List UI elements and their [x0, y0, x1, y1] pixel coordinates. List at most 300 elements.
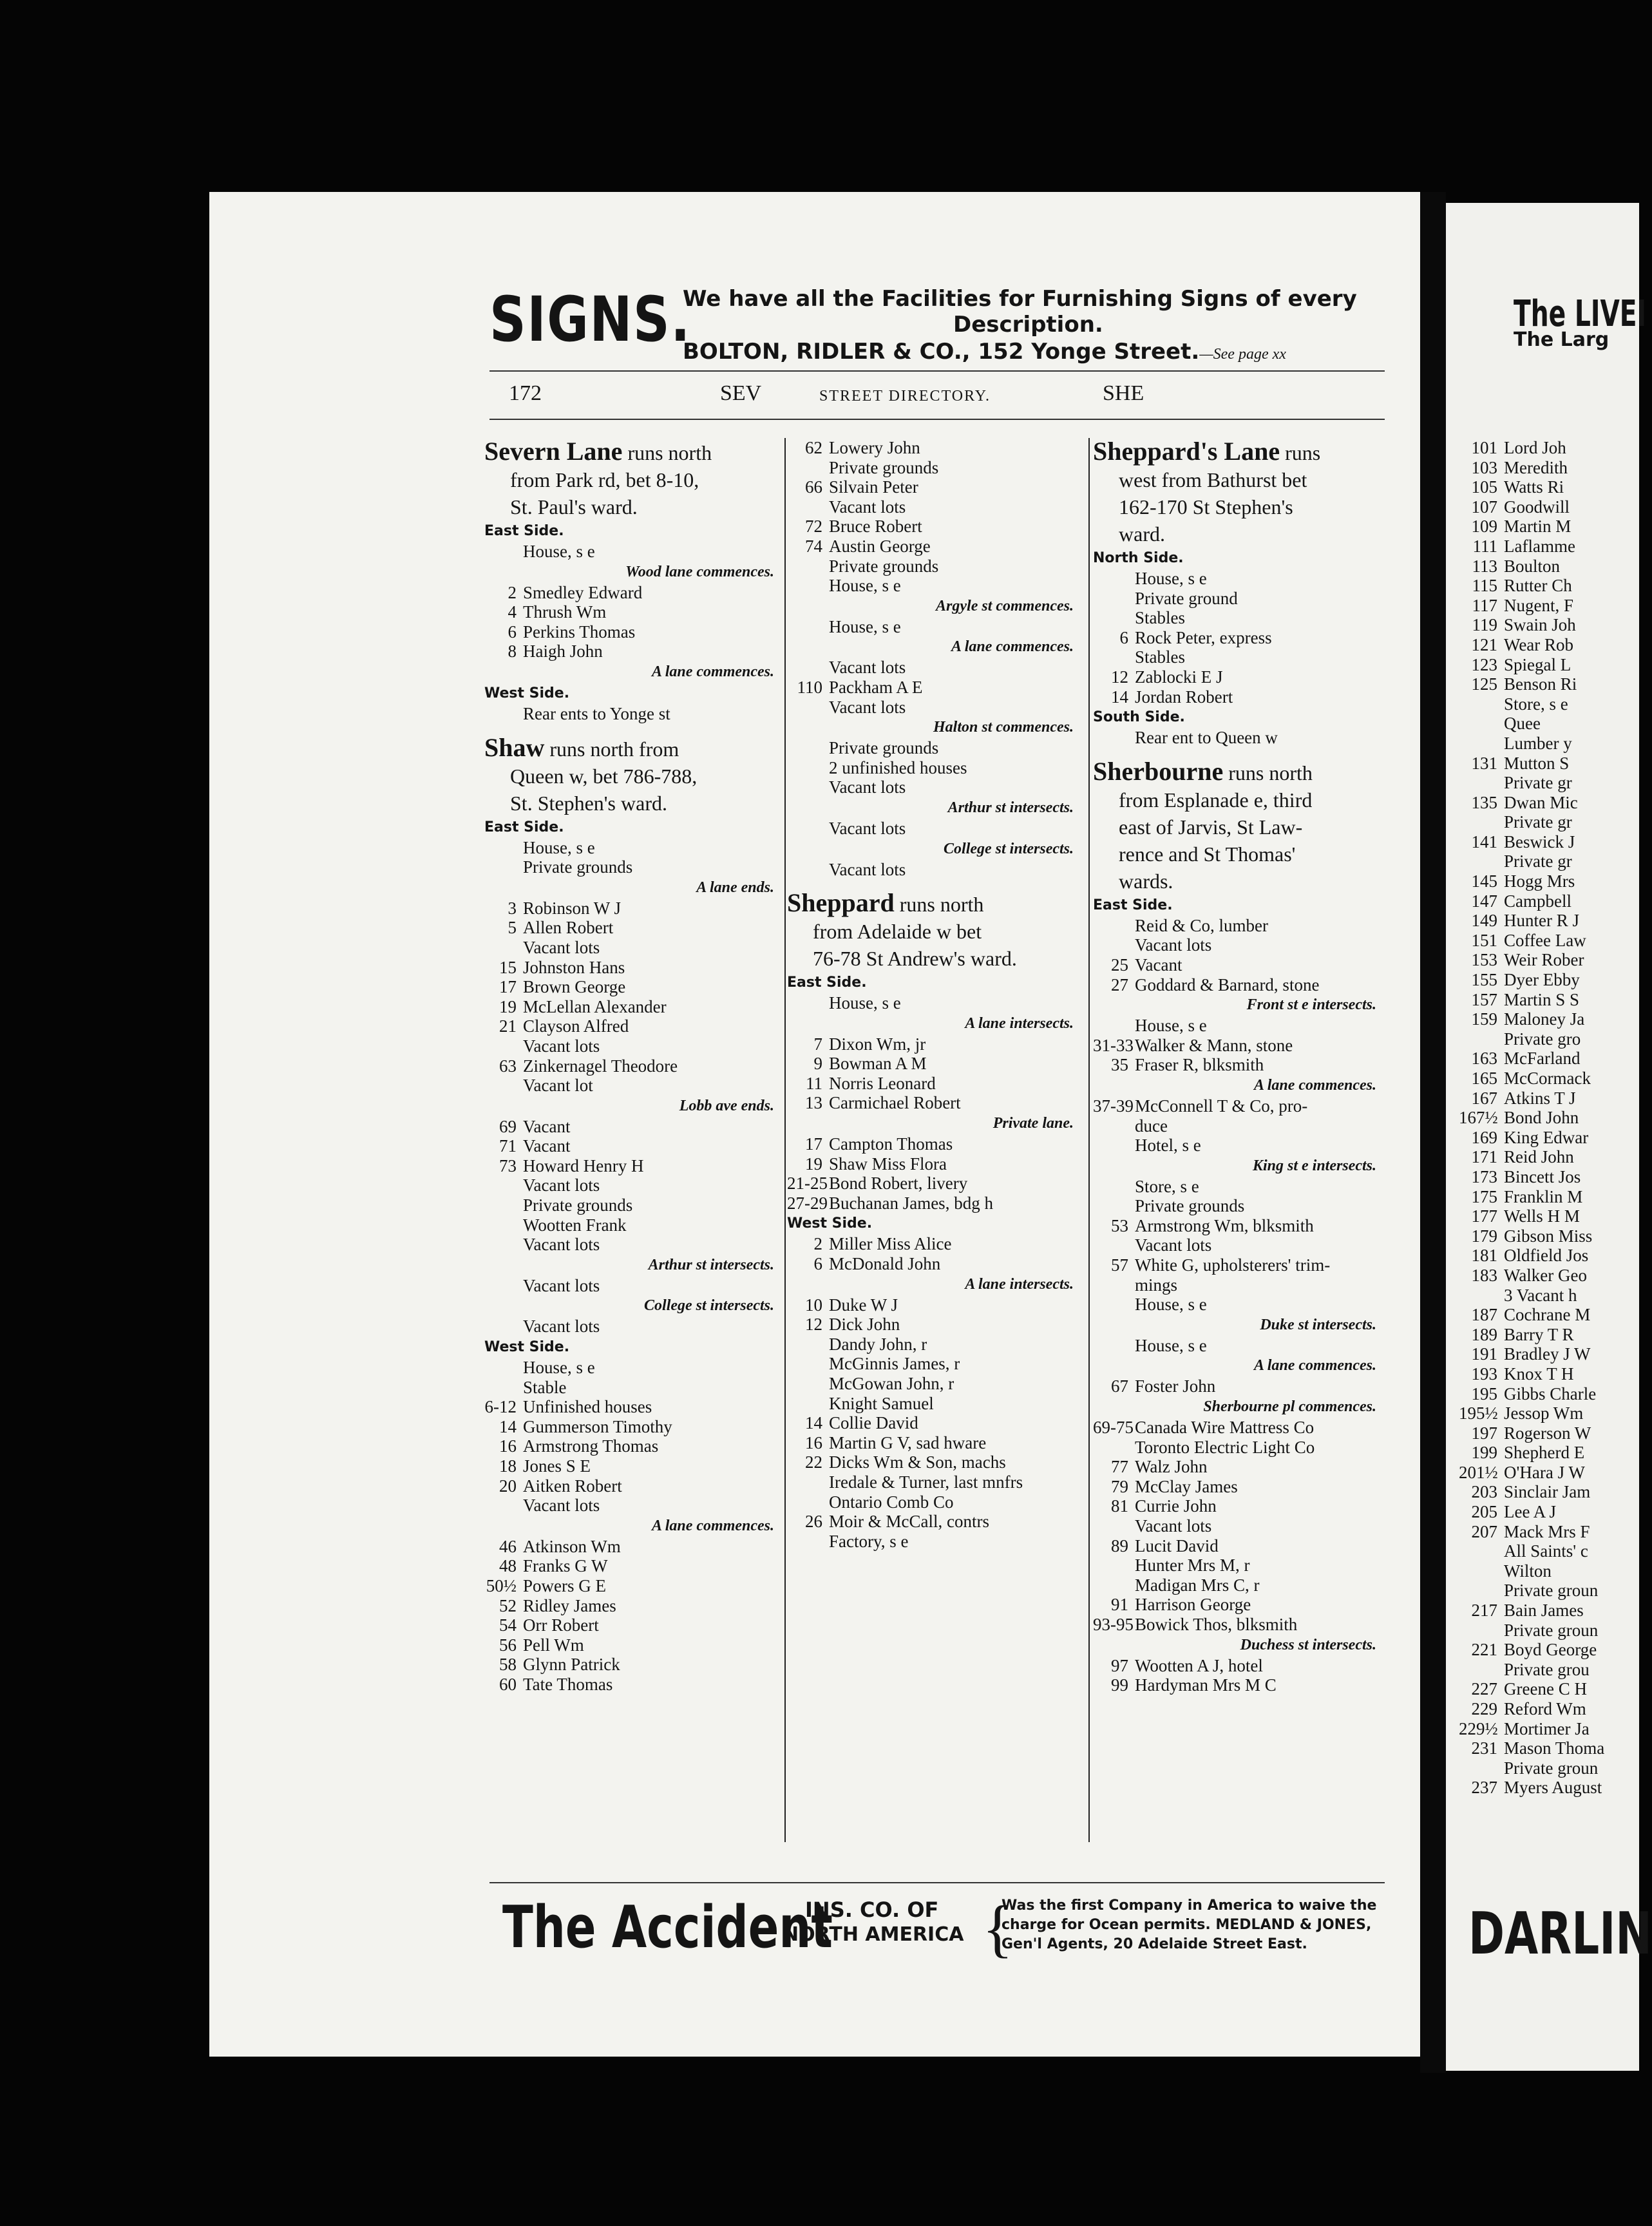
directory-entry	[787, 1254, 1087, 1274]
resident-name: McCormack	[1504, 1069, 1591, 1088]
street-description: from Esplanade e, third	[1119, 788, 1313, 812]
facing-entry	[1459, 537, 1604, 556]
resident-name: 2 unfinished houses	[829, 757, 967, 777]
house-number: 57	[1111, 1255, 1128, 1275]
facing-page-footer: DARLIN	[1468, 1900, 1652, 1968]
directory-entry	[787, 1452, 1087, 1472]
resident-name: Vacant	[523, 1116, 571, 1136]
directory-entry	[484, 1117, 787, 1137]
directory-entry	[1093, 955, 1389, 975]
house-number: 11	[806, 1073, 822, 1093]
column-divider-2	[1088, 438, 1090, 1842]
resident-name: House, s e	[829, 616, 901, 636]
directory-entry	[484, 1195, 787, 1215]
directory-entry	[787, 658, 1087, 678]
street-name: Shaw	[484, 732, 545, 762]
house-number: 147	[1471, 891, 1497, 911]
resident-name: Mason Thoma	[1504, 1738, 1605, 1758]
house-number: 6	[508, 622, 517, 642]
cross-street-note: Front st e intersects.	[1246, 996, 1376, 1014]
facing-entry	[1459, 911, 1604, 931]
directory-entry	[787, 477, 1087, 497]
directory-entry	[1093, 1376, 1389, 1396]
resident-name: Currie John	[1135, 1496, 1217, 1516]
cross-street-note: A lane intersects.	[965, 1275, 1074, 1293]
cross-street-note: A lane intersects.	[965, 1014, 1074, 1032]
house-number: 167	[1471, 1088, 1497, 1108]
resident-name: Spiegal L	[1504, 654, 1571, 674]
directory-entry	[1093, 1555, 1389, 1575]
resident-name: Packham A E	[829, 677, 923, 697]
resident-name: Weir Rober	[1504, 950, 1584, 970]
ad-ins-co: INS. CO. OF	[805, 1898, 939, 1922]
house-number: 195	[1471, 1384, 1497, 1403]
resident-name: Carmichael Robert	[829, 1093, 961, 1113]
directory-entry	[1093, 1418, 1389, 1438]
facing-entry	[1459, 1167, 1604, 1187]
resident-name: Norris Leonard	[829, 1073, 936, 1093]
house-number: 6	[1119, 627, 1128, 647]
resident-name: Walker Geo	[1504, 1265, 1588, 1285]
house-number: 131	[1471, 753, 1497, 773]
resident-name: McConnell T & Co, pro-	[1135, 1096, 1308, 1116]
resident-name: Moir & McCall, contrs	[829, 1512, 989, 1532]
resident-name: Private grounds	[829, 556, 939, 576]
directory-entry	[1093, 589, 1389, 609]
facing-entry	[1459, 1778, 1604, 1798]
house-number: 199	[1471, 1443, 1497, 1463]
cross-street-note: Wood lane commences.	[625, 563, 774, 580]
facing-entry	[1459, 793, 1604, 813]
resident-name: 3 Vacant h	[1504, 1285, 1577, 1305]
resident-name: Martin G V, sad hware	[829, 1432, 987, 1452]
facing-entry	[1459, 812, 1604, 832]
header-rule-top	[489, 370, 1385, 372]
directory-entry	[1093, 1615, 1389, 1635]
house-number: 63	[499, 1056, 517, 1076]
directory-entry	[484, 583, 787, 603]
facing-entry	[1459, 1049, 1604, 1069]
house-number: 62	[805, 438, 822, 457]
resident-name: Vacant lots	[523, 937, 600, 957]
resident-name: Store, s e	[1135, 1176, 1199, 1196]
resident-name: McGinnis James, r	[829, 1354, 960, 1374]
house-number: 17	[499, 977, 517, 997]
resident-name: Pell Wm	[523, 1635, 584, 1655]
house-number: 15	[499, 957, 517, 977]
resident-name: Vacant lots	[829, 658, 906, 678]
resident-name: Knight Samuel	[829, 1393, 934, 1413]
house-number: 5	[508, 918, 517, 938]
directory-entry	[787, 1315, 1087, 1335]
directory-entry	[1093, 1536, 1389, 1556]
resident-name: House, s e	[1135, 1016, 1207, 1036]
resident-name: Bond John	[1504, 1108, 1579, 1128]
directory-entry	[484, 1436, 787, 1456]
street-description: runs north from	[544, 737, 679, 761]
directory-entry	[787, 617, 1087, 637]
resident-name: Private grounds	[829, 738, 939, 758]
house-number: 197	[1471, 1423, 1497, 1443]
side-heading: West Side.	[484, 685, 570, 701]
resident-name: Vacant lots	[829, 497, 906, 517]
brace-glyph: {	[982, 1892, 1013, 1964]
resident-name: McGowan John, r	[829, 1374, 954, 1393]
resident-name: Private grounds	[523, 857, 633, 877]
side-heading: East Side.	[1093, 897, 1173, 913]
resident-name: Vacant lots	[829, 818, 906, 838]
house-number: 135	[1471, 792, 1497, 812]
directory-entry	[787, 758, 1087, 778]
ad-details	[1002, 1896, 1376, 1954]
resident-name: Reid John	[1504, 1147, 1574, 1167]
resident-name: Franklin M	[1504, 1186, 1583, 1206]
house-number: 205	[1471, 1502, 1497, 1522]
directory-entry	[787, 1433, 1087, 1453]
directory-entry	[787, 738, 1087, 758]
directory-entry	[484, 1496, 787, 1516]
facing-entry	[1459, 773, 1604, 793]
facing-entry	[1459, 931, 1604, 951]
facing-entry	[1459, 1541, 1604, 1561]
resident-name: Vacant lots	[523, 1175, 600, 1195]
resident-name: Canada Wire Mattress Co	[1135, 1418, 1315, 1438]
house-number: 109	[1471, 517, 1497, 537]
directory-entry	[1093, 1016, 1389, 1036]
side-heading: West Side.	[787, 1215, 873, 1232]
cross-street-note: A lane ends.	[696, 879, 774, 896]
street-description: from Adelaide w bet	[813, 920, 982, 944]
ad-signs-heading: SIGNS.	[489, 283, 691, 356]
resident-name: Rear ent to Queen w	[1135, 728, 1278, 748]
ad-north-america: NORTH AMERICA	[783, 1923, 964, 1946]
house-number: 151	[1471, 930, 1497, 950]
house-number: 21	[499, 1016, 517, 1036]
directory-entry	[484, 1397, 787, 1417]
resident-name: King Edwar	[1504, 1127, 1589, 1147]
directory-entry	[484, 1358, 787, 1378]
resident-name: Martin M	[1504, 517, 1571, 537]
street-description: St. Stephen's ward.	[510, 791, 667, 815]
resident-name: Knox T H	[1504, 1364, 1574, 1384]
ad-line-1: We have all the Facilities for Furnishing Signs of every	[683, 286, 1357, 312]
facing-entry	[1459, 1443, 1604, 1463]
directory-entry	[787, 860, 1087, 880]
directory-entry	[1093, 1275, 1389, 1295]
facing-entry	[1459, 1502, 1604, 1522]
resident-name: Jessop Wm	[1504, 1403, 1584, 1423]
resident-name: Bincett Jos	[1504, 1166, 1581, 1186]
resident-name: Dicks Wm & Son, machs	[829, 1452, 1006, 1472]
directory-entry	[484, 1156, 787, 1176]
directory-entry	[1093, 1036, 1389, 1056]
cross-street-note: College st intersects.	[644, 1297, 774, 1315]
house-number: 179	[1471, 1226, 1497, 1246]
resident-name: Factory, s e	[829, 1531, 909, 1551]
directory-entry	[484, 704, 787, 724]
side-heading: North Side.	[1093, 550, 1184, 566]
resident-name: Maloney Ja	[1504, 1009, 1585, 1029]
resident-name: Private grounds	[829, 457, 939, 477]
directory-entry	[787, 576, 1087, 596]
resident-name: Fraser R, blksmith	[1135, 1055, 1264, 1075]
directory-entry	[787, 1532, 1087, 1552]
directory-entry	[484, 1076, 787, 1096]
facing-entry	[1459, 1660, 1604, 1680]
side-heading: South Side.	[1093, 709, 1185, 726]
street-description: wards.	[1119, 869, 1173, 893]
resident-name: Rock Peter, express	[1135, 627, 1272, 647]
facing-entry	[1459, 438, 1604, 458]
resident-name: Cochrane M	[1504, 1305, 1591, 1325]
resident-name: Stable	[523, 1377, 567, 1397]
directory-entry	[787, 1074, 1087, 1094]
facing-entry	[1459, 1009, 1604, 1029]
resident-name: House, s e	[829, 993, 901, 1013]
house-number: 4	[508, 602, 517, 622]
directory-entry	[1093, 1457, 1389, 1477]
directory-entry	[787, 1492, 1087, 1512]
resident-name: Zablocki E J	[1135, 667, 1223, 687]
resident-name: Nugent, F	[1504, 595, 1573, 615]
directory-entry	[484, 1215, 787, 1235]
facing-entry	[1459, 1325, 1604, 1345]
facing-entry	[1459, 1522, 1604, 1542]
directory-entry	[484, 977, 787, 997]
resident-name: Smedley Edward	[523, 582, 643, 602]
facing-entry	[1459, 517, 1604, 537]
street-description: 76-78 St Andrew's ward.	[813, 947, 1017, 971]
resident-name: Howard Henry H	[523, 1156, 644, 1175]
directory-entry	[484, 1615, 787, 1635]
resident-name: Stables	[1135, 608, 1185, 628]
facing-entry	[1459, 714, 1604, 734]
house-number: 193	[1471, 1364, 1497, 1384]
resident-name: Rogerson W	[1504, 1423, 1591, 1443]
ad-see-page: —See page xx	[1199, 346, 1286, 363]
cross-street-note: Private lane.	[992, 1115, 1074, 1132]
resident-name: Private gro	[1504, 1029, 1581, 1049]
cross-street-note: Duke st intersects.	[1260, 1316, 1376, 1333]
resident-name: Bowman A M	[829, 1054, 927, 1074]
cross-street-note: Arthur st intersects.	[648, 1256, 774, 1273]
resident-name: Lumber y	[1504, 733, 1572, 753]
facing-entry	[1459, 1108, 1604, 1128]
resident-name: Private groun	[1504, 1620, 1599, 1640]
cross-street-note: Arthur st intersects.	[947, 799, 1074, 816]
directory-entry	[484, 1675, 787, 1695]
house-number: 81	[1111, 1496, 1128, 1516]
house-number: 101	[1471, 438, 1497, 457]
house-number: 14	[1111, 687, 1128, 707]
house-number: 177	[1471, 1206, 1497, 1226]
book-gutter	[1420, 192, 1446, 2073]
resident-name: Iredale & Turner, last mnfrs	[829, 1472, 1023, 1492]
house-number: 54	[499, 1615, 517, 1635]
directory-entry	[787, 1374, 1087, 1394]
house-number: 19	[499, 996, 517, 1016]
resident-name: Rear ents to Yonge st	[523, 703, 670, 723]
house-number: 141	[1471, 832, 1497, 851]
resident-name: mings	[1135, 1275, 1178, 1295]
facing-entry	[1459, 655, 1604, 675]
resident-name: Orr Robert	[523, 1615, 599, 1635]
directory-entry	[484, 602, 787, 622]
resident-name: Silvain Peter	[829, 477, 918, 497]
resident-name: Lowery John	[829, 438, 920, 457]
street-heading	[1093, 758, 1389, 786]
resident-name: Martin S S	[1504, 989, 1580, 1009]
resident-name: Boulton	[1504, 556, 1561, 576]
resident-name: Ontario Comb Co	[829, 1492, 954, 1512]
resident-name: House, s e	[829, 576, 901, 596]
house-number: 60	[499, 1674, 517, 1694]
directory-entry	[1093, 1295, 1389, 1315]
resident-name: Ridley James	[523, 1595, 616, 1615]
directory-entry	[1093, 1438, 1389, 1458]
resident-name: Reford Wm	[1504, 1699, 1586, 1718]
directory-entry	[1093, 647, 1389, 667]
house-number: 25	[1111, 955, 1128, 975]
house-number: 50½	[486, 1575, 517, 1595]
header-range-end: SHE	[1103, 381, 1144, 405]
directory-entry	[1093, 1136, 1389, 1156]
facing-entry	[1459, 1147, 1604, 1167]
resident-name: Private gr	[1504, 851, 1572, 871]
house-number: 69-75	[1093, 1418, 1134, 1438]
house-number: 89	[1111, 1536, 1128, 1555]
house-number: 74	[805, 536, 822, 556]
house-number: 207	[1471, 1521, 1497, 1541]
street-name: Severn Lane	[484, 437, 623, 466]
street-heading	[484, 734, 787, 763]
resident-name: Vacant	[523, 1136, 571, 1156]
resident-name: Walz John	[1135, 1457, 1208, 1477]
facing-entry	[1459, 1463, 1604, 1483]
cross-street-note: A lane commences.	[1254, 1076, 1376, 1094]
resident-name: Duke W J	[829, 1295, 898, 1315]
directory-entry	[484, 642, 787, 661]
resident-name: House, s e	[523, 1358, 595, 1378]
house-number: 10	[805, 1295, 822, 1315]
facing-entry	[1459, 674, 1604, 694]
resident-name: Walker & Mann, stone	[1135, 1035, 1293, 1055]
directory-entry	[787, 438, 1087, 458]
cross-street-note: King st e intersects.	[1252, 1157, 1376, 1174]
resident-name: Atkinson Wm	[523, 1536, 621, 1556]
house-number: 171	[1471, 1147, 1497, 1167]
resident-name: House, s e	[1135, 1335, 1207, 1355]
resident-name: McDonald John	[829, 1254, 941, 1274]
directory-entry	[484, 899, 787, 918]
house-number: 119	[1472, 615, 1497, 635]
facing-entry	[1459, 754, 1604, 774]
house-number: 183	[1471, 1265, 1497, 1285]
resident-name: Thrush Wm	[523, 602, 607, 622]
resident-name: Private gr	[1504, 812, 1572, 832]
resident-name: Private ground	[1135, 588, 1238, 608]
resident-name: Dick John	[829, 1315, 900, 1335]
cross-street-note: Duchess st intersects.	[1240, 1636, 1376, 1653]
resident-name: Hunter R J	[1504, 911, 1579, 931]
house-number: 77	[1111, 1457, 1128, 1477]
directory-entry	[787, 497, 1087, 517]
resident-name: Bradley J W	[1504, 1344, 1591, 1364]
side-heading: East Side.	[484, 819, 564, 835]
street-description: runs north	[1223, 761, 1313, 785]
directory-entry	[1093, 628, 1389, 648]
resident-name: Private gr	[1504, 773, 1572, 793]
facing-entry	[1459, 1266, 1604, 1286]
facing-entry	[1459, 1364, 1604, 1384]
cross-street-note: A lane commences.	[951, 638, 1074, 656]
resident-name: Myers August	[1504, 1778, 1602, 1798]
house-number: 103	[1471, 457, 1497, 477]
house-number: 31-33	[1093, 1035, 1134, 1055]
resident-name: Gummerson Timothy	[523, 1416, 672, 1436]
directory-entry	[787, 556, 1087, 576]
resident-name: House, s e	[523, 837, 595, 857]
facing-entry	[1459, 1758, 1604, 1778]
house-number: 221	[1471, 1640, 1497, 1660]
directory-entry	[1093, 1675, 1389, 1695]
resident-name: Vacant lots	[829, 859, 906, 879]
resident-name: Lucit David	[1135, 1536, 1219, 1555]
resident-name: Dwan Mic	[1504, 792, 1578, 812]
resident-name: Private grounds	[523, 1195, 633, 1215]
facing-entry	[1459, 950, 1604, 970]
resident-name: Wells H M	[1504, 1206, 1580, 1226]
house-number: 48	[499, 1556, 517, 1576]
ad-detail-2: charge for Ocean permits. MEDLAND & JONES,	[1002, 1917, 1372, 1933]
house-number: 97	[1111, 1655, 1128, 1675]
directory-entry	[787, 777, 1087, 797]
resident-name: Johnston Hans	[523, 957, 625, 977]
resident-name: Miller Miss Alice	[829, 1234, 952, 1254]
directory-entry	[484, 1476, 787, 1496]
resident-name: Goodwill	[1504, 497, 1570, 517]
facing-entry	[1459, 615, 1604, 635]
resident-name: Zinkernagel Theodore	[523, 1056, 678, 1076]
resident-name: Vacant lots	[1135, 1235, 1212, 1255]
directory-entry	[1093, 1177, 1389, 1197]
house-number: 99	[1111, 1675, 1128, 1695]
facing-entry	[1459, 635, 1604, 655]
facing-entry	[1459, 576, 1604, 596]
house-number: 149	[1471, 911, 1497, 931]
house-number: 56	[499, 1635, 517, 1655]
house-number: 7	[813, 1034, 822, 1054]
directory-entry	[787, 537, 1087, 556]
house-number: 79	[1111, 1476, 1128, 1496]
resident-name: Hotel, s e	[1135, 1136, 1201, 1156]
resident-name: Private grounds	[1135, 1196, 1245, 1216]
cross-street-note: Argyle st commences.	[936, 597, 1074, 614]
resident-name: Franks G W	[523, 1556, 608, 1576]
ad-address: BOLTON, RIDLER & CO., 152 Yonge Street.	[683, 339, 1200, 365]
house-number: 72	[805, 517, 822, 537]
resident-name: Bruce Robert	[829, 517, 922, 537]
resident-name: Goddard & Barnard, stone	[1135, 975, 1320, 994]
facing-entry	[1459, 1719, 1604, 1739]
facing-entry	[1459, 1206, 1604, 1226]
resident-name: Campbell	[1504, 891, 1571, 911]
facing-entry	[1459, 1344, 1604, 1364]
resident-name: Harrison George	[1135, 1595, 1251, 1615]
resident-name: Vacant lots	[1135, 935, 1212, 955]
facing-entry	[1459, 1482, 1604, 1502]
street-heading	[787, 889, 1087, 918]
